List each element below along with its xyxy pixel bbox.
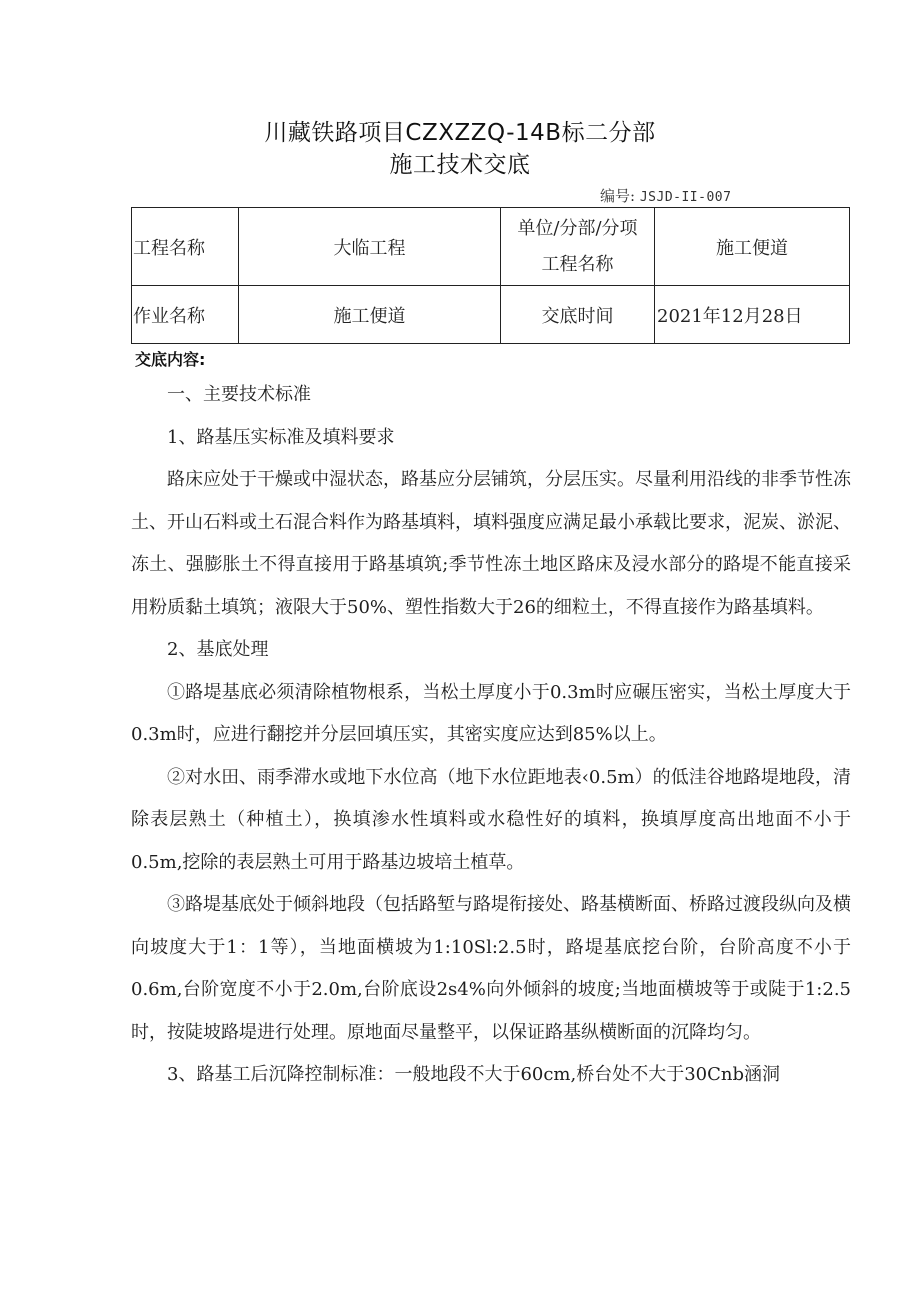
- body-paragraph: ③路堤基底处于倾斜地段（包括路堑与路堤衔接处、路基横断面、桥路过渡段纵向及横向坡度大于1：1等），当地面横坡为1:10Sl:2.5时，路堤基底挖台阶，台阶高度不小于0.6m,台阶宽度不小于2.0m,台阶底设2s4%向外倾斜的坡度;当地面横坡等于或陡于1:2.5时，按陡坡路堤进行处理。原地面尽量整平，以保证路基纵横断面的沉降均匀。: [131, 894, 851, 1043]
- project-name-value: 大临工程: [239, 208, 501, 286]
- subsection-heading: 2、基底处理: [167, 639, 269, 660]
- document-subtitle: 施工技术交底: [389, 152, 531, 178]
- table-row: [132, 286, 850, 344]
- unit-name-value: 施工便道: [655, 208, 850, 286]
- handover-time-value: 2021年12月28日: [655, 286, 850, 344]
- body-paragraph: ①路堤基底必须清除植物根系，当松土厚度小于0.3m时应碾压密实，当松土厚度大于0.3m时，应进行翻挖并分层回填压实，其密实度应达到85%以上。: [131, 681, 851, 745]
- document-number: [600, 185, 731, 206]
- body-paragraph: ②对水田、雨季滞水或地下水位高（地下水位距地表‹0.5m）的低洼谷地路堤地段，清除表层熟土（种植土），换填渗水性填料或水稳性好的填料，换填厚度高出地面不小于0.5m,挖除的表层熟土可用于路基边坡培土植草。: [131, 766, 851, 873]
- body-paragraph: 路床应处于干燥或中湿状态，路基应分层铺筑，分层压实。尽量利用沿线的非季节性冻土、开山石料或土石混合料作为路基填料，填料强度应满足最小承载比要求，泥炭、淤泥、冻土、强膨胀土不得直接用于路基填筑;季节性冻土地区路床及浸水部分的路堤不能直接采用粉质黏土填筑；液限大于50%、塑性指数大于26的细粒土，不得直接作为路基填料。: [131, 469, 851, 618]
- subsection-heading: 1、路基压实标准及填料要求: [167, 426, 395, 448]
- work-name-label: 作业名称: [132, 286, 239, 344]
- work-name-value: 施工便道: [239, 286, 501, 344]
- unit-name-label: [501, 208, 655, 286]
- document-number-value: JSJD-II-007: [639, 190, 732, 205]
- body-paragraph: 3、路基工后沉降控制标准：一般地段不大于60cm,桥台处不大于30Cnb涵洞: [167, 1064, 781, 1085]
- document-title: 川藏铁路项目CZXZZQ-14B标二分部: [264, 120, 656, 146]
- table-row: [132, 208, 850, 286]
- info-table: [131, 207, 850, 344]
- handover-time-label: 交底时间: [501, 286, 655, 344]
- content-label: 交底内容:: [135, 350, 206, 369]
- document-number-label: 编号:: [600, 187, 636, 205]
- content-body: [131, 374, 851, 1097]
- unit-name-label-line1: 单位/分部/分项: [517, 217, 638, 239]
- section-heading: 一、主要技术标准: [167, 384, 311, 405]
- unit-name-label-line2: 工程名称: [541, 253, 614, 275]
- project-name-label: 工程名称: [132, 208, 239, 286]
